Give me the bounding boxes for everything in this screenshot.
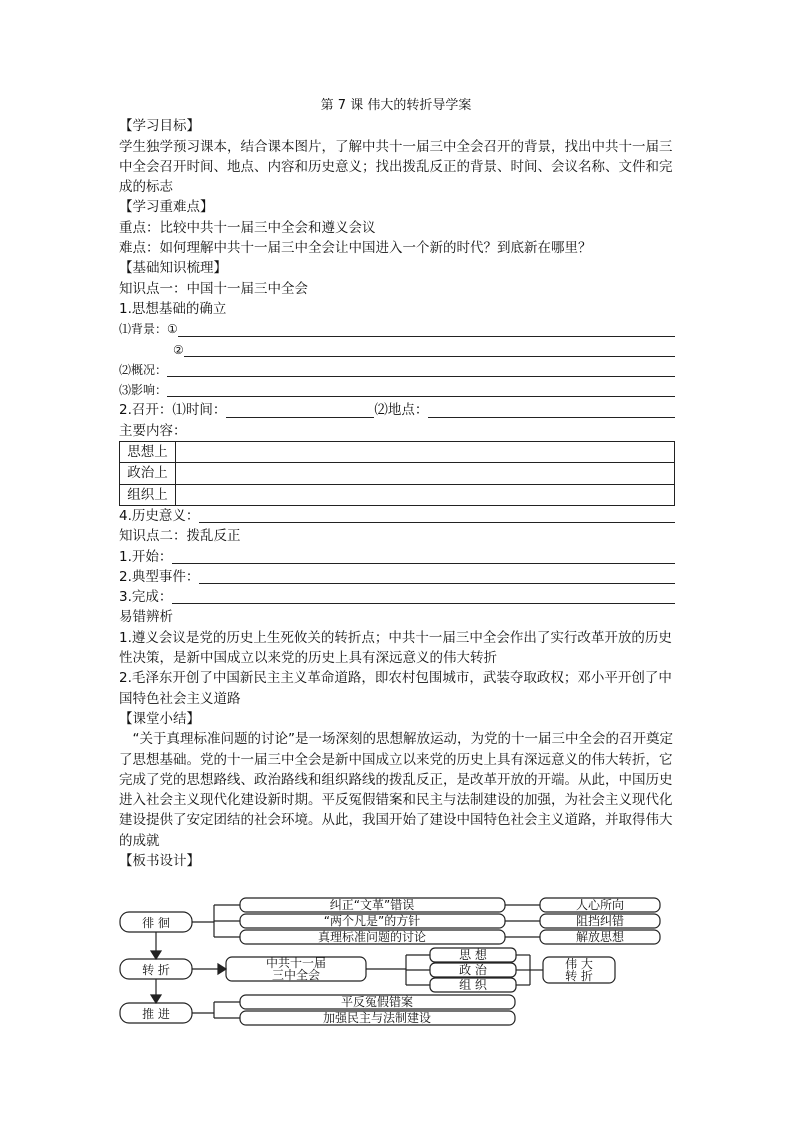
blank-line[interactable] <box>172 549 675 564</box>
overview-label: ⑵概况： <box>119 362 168 377</box>
convene-row <box>119 400 675 420</box>
objectives-text: 学生独学预习课本，结合课本图片，了解中共十一届三中全会召开的背景，找出中共十一届三中全会召开时间、地点、内容和历史意义；找出拨乱反正的背景、时间、会议名称、文件和完成的标志 <box>119 138 673 196</box>
main-content-label: 主要内容： <box>119 422 187 439</box>
done-label: 3.完成： <box>119 589 173 606</box>
table-row-label: 组织上 <box>120 484 176 505</box>
board-great-line2: 转 折 <box>565 969 593 983</box>
summary-text: “关于真理标准问题的讨论”是一场深刻的思想解放运动，为党的十一届三中全会的召开奠定了思想基础。党的十一届三中全会是新中国成立以来党的历史上具有深远意义的伟大转折，它完成了党的思想路线、政治路线和组织路线的拨乱反正，是改革开放的开端。从此，中国历史进入社会主义现代化建设新时期。平反冤假错案和民主与法制建设的加强，为社会主义现代化建设提供了安定团结的社会环境。从此，我国开始了建设中国特色社会主义道路，并取得伟大的成就 <box>119 731 673 849</box>
board-plenum-line2: 三中全会 <box>271 968 321 982</box>
blank-line[interactable] <box>167 362 675 377</box>
background-1-row <box>119 319 675 339</box>
significance-label: 4.历史意义： <box>119 507 200 524</box>
blank-line[interactable] <box>172 589 675 604</box>
knowledge-point-1: 知识点一：中国十一届三中全会 <box>119 280 308 297</box>
events-label: 2.典型事件： <box>119 568 200 585</box>
background-2-row <box>119 340 675 360</box>
blank-line[interactable] <box>199 569 675 584</box>
board-great-line1: 伟 大 <box>565 957 593 971</box>
start-label: 1.开始： <box>119 548 173 565</box>
impact-label: ⑶影响： <box>119 383 168 398</box>
events-row <box>119 567 675 587</box>
blank-line[interactable] <box>428 403 675 418</box>
background-2-label: ② <box>173 342 184 357</box>
board-wander-result: 阻挡纠错 <box>575 914 625 928</box>
background-label: ⑴背景：① <box>119 322 178 337</box>
blank-line[interactable] <box>178 322 675 337</box>
board-mid-item: 政 治 <box>459 963 487 977</box>
done-row <box>119 587 675 607</box>
board-wander-item: 纠正“文革”错误 <box>329 898 415 912</box>
board-wander-result: 解放思想 <box>575 930 625 944</box>
board-advance-item: 平反冤假错案 <box>340 995 414 1009</box>
table-row-label: 政治上 <box>120 463 176 484</box>
overview-row <box>119 360 675 380</box>
page-title: 第 7 课 伟大的转折导学案 <box>320 98 472 113</box>
board-mid-item: 组 织 <box>459 978 487 992</box>
board-advance-item: 加强民主与法制建设 <box>322 1011 432 1025</box>
place-label: ⑵地点： <box>374 402 429 419</box>
table-row-label: 思想上 <box>120 442 176 463</box>
knowledge-point-2: 知识点二：拨乱反正 <box>119 528 241 545</box>
board-wander-item: 真理标准问题的讨论 <box>317 930 427 944</box>
table-cell[interactable] <box>176 484 675 505</box>
board-mid-item: 思 想 <box>459 948 487 962</box>
board-left-wander: 徘 徊 <box>142 916 170 930</box>
impact-row <box>119 380 675 400</box>
summary-heading: 【课堂小结】 <box>119 710 200 727</box>
blank-line[interactable] <box>184 342 675 357</box>
board-wander-item: “两个凡是”的方针 <box>323 914 421 928</box>
blank-line[interactable] <box>167 382 675 397</box>
blank-line[interactable] <box>199 508 675 523</box>
kp1-subtitle: 1.思想基础的确立 <box>119 300 227 317</box>
board-plenum-line1: 中共十一届 <box>265 956 327 970</box>
start-row <box>119 547 675 567</box>
confusion-item-1: 1.遵义会议是党的历史上生死攸关的转折点；中共十一届三中全会作出了实行改革开放的历史性决策，是新中国成立以来党的历史上具有深远意义的伟大转折 <box>119 629 672 667</box>
key-heading: 【学习重难点】 <box>119 199 214 216</box>
table-cell[interactable] <box>176 463 675 484</box>
board-left-turn: 转 折 <box>142 963 170 977</box>
difficult-point: 难点：如何理解中共十一届三中全会让中国进入一个新的时代？到底新在哪里？ <box>119 240 592 257</box>
board-wander-result: 人心所向 <box>575 898 625 912</box>
objectives-heading: 【学习目标】 <box>119 118 200 135</box>
board-left-advance: 推 进 <box>142 1007 170 1021</box>
key-point: 重点：比较中共十一届三中全会和遵义会议 <box>119 219 376 236</box>
basics-heading: 【基础知识梳理】 <box>119 260 227 277</box>
significance-row <box>119 506 675 526</box>
confusion-heading: 易错辨析 <box>119 609 173 626</box>
content-table <box>119 441 675 506</box>
blank-line[interactable] <box>226 403 374 418</box>
board-heading: 【板书设计】 <box>119 852 200 869</box>
confusion-item-2: 2.毛泽东开创了中国新民主主义革命道路，即农村包围城市，武装夺取政权；邓小平开创了中国特色社会主义道路 <box>119 670 672 707</box>
table-cell[interactable] <box>176 442 675 463</box>
worksheet <box>119 96 675 871</box>
convene-label: 2.召开：⑴时间： <box>119 402 227 419</box>
